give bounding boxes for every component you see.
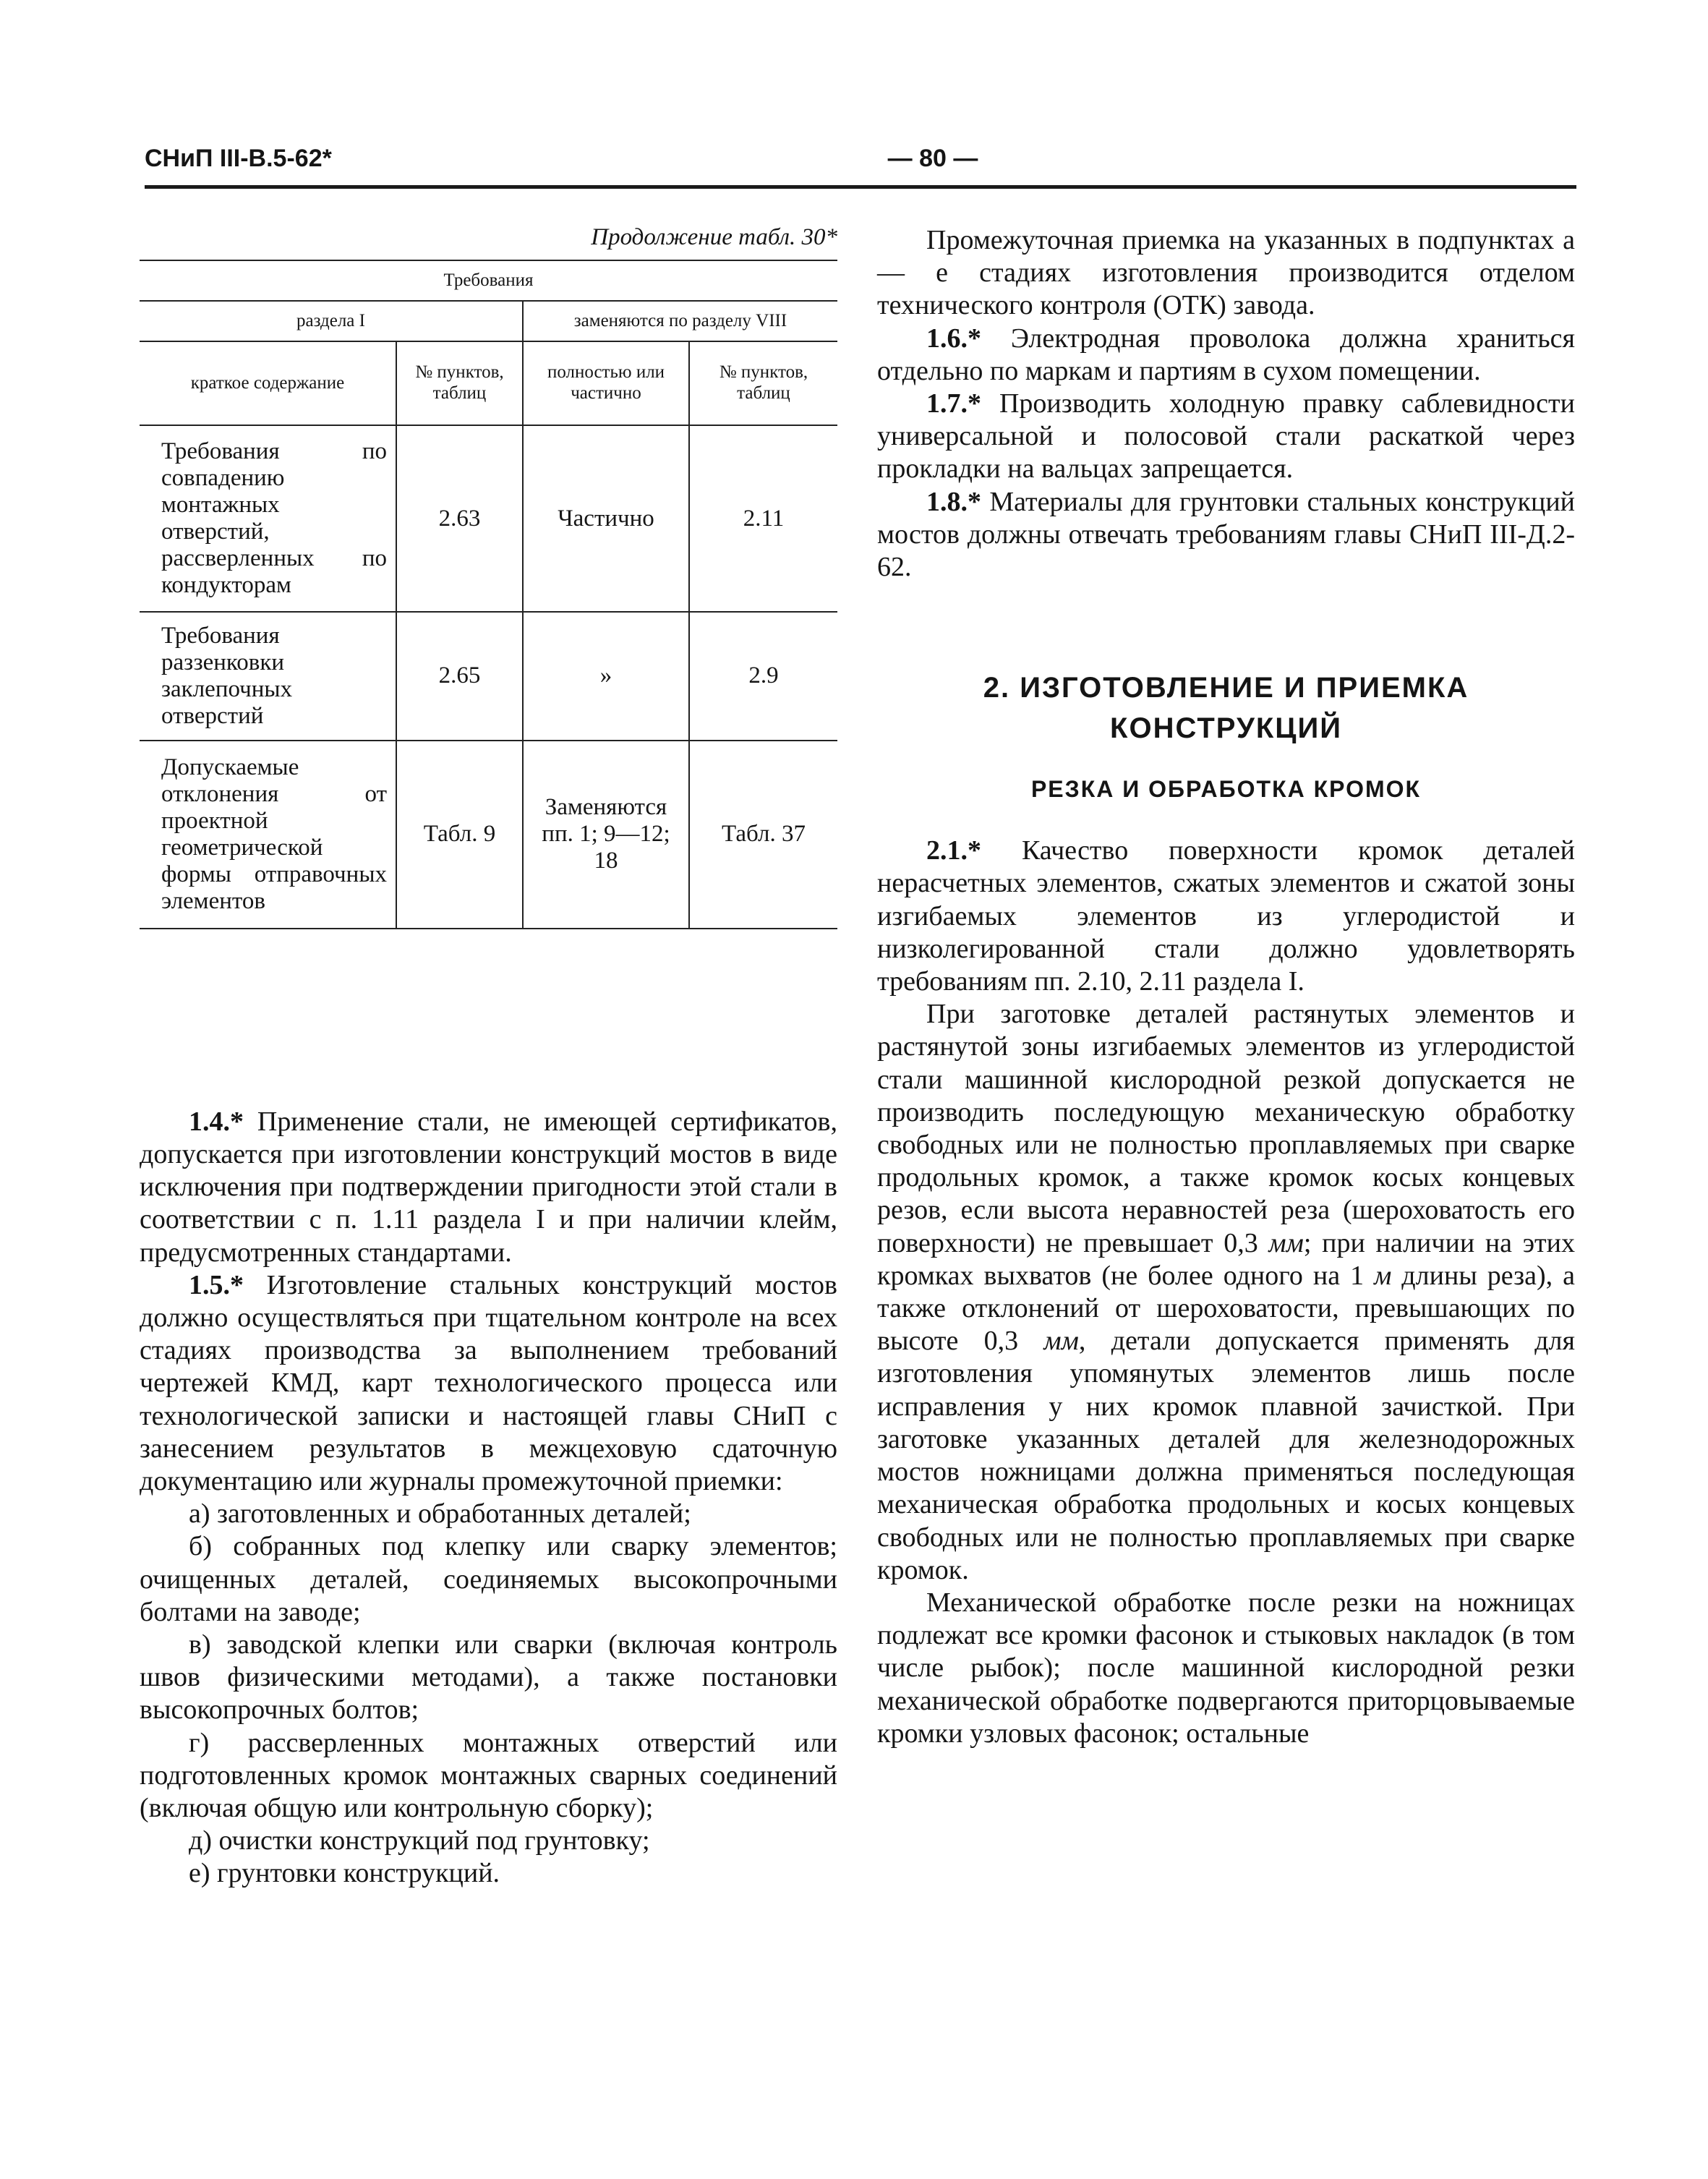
clause-number: 1.6.* [926, 323, 981, 354]
row-extent: » [523, 612, 689, 741]
clause-text: Изготовление стальных конструкций мостов должно осуществляться при тщательном контроле на всех стадиях производства за выполнением требований чертежей КМД, карт технологического процесса или технологической записки и настоящей главы СНиП с занесением результатов в межцеховую сдаточную документацию или журналы промежуточной приемки: [140, 1269, 837, 1497]
section-title: КОНСТРУКЦИЙ [1110, 712, 1342, 745]
page-header [145, 145, 1576, 185]
table-row [140, 741, 837, 929]
row-description: Требования раззенковки заклепочных отверстий [140, 612, 396, 741]
row-new-points: Табл. 37 [689, 741, 837, 929]
clause-text: Производить холодную правку саблевидности универсальной и полосовой стали раскаткой через прокладки на вальцах запрещается. [877, 388, 1575, 485]
list-item: а) заготовленных и обработанных деталей; [189, 1498, 691, 1530]
section-title: 2. ИЗГОТОВЛЕНИЕ И ПРИЕМКА [983, 672, 1469, 704]
paragraph-1-5 [140, 1269, 837, 1498]
row-points: 2.65 [396, 612, 523, 741]
row-new-points: 2.11 [689, 425, 837, 612]
column-gap [140, 929, 837, 1106]
unit-mm: мм [1268, 1227, 1304, 1258]
paragraph-1-4 [140, 1106, 837, 1269]
left-column [140, 224, 837, 1890]
table-head-brief: краткое содержание [140, 341, 396, 425]
column-gap [877, 584, 1575, 668]
paragraph-2-1 [877, 835, 1575, 998]
table-head-section1: раздела I [140, 301, 523, 341]
clause-number: 2.1.* [926, 835, 981, 866]
paragraph-1-7 [877, 388, 1575, 486]
paragraph-text: длины реза), а также отклонений от шероховатости, превышающих по высоте 0,3 [877, 1260, 1575, 1357]
row-points: 2.63 [396, 425, 523, 612]
requirements-table [140, 260, 837, 929]
row-description: Требования по совпадению монтажных отверстий, рассверленных по кондукторам [140, 425, 396, 612]
column-gap [877, 749, 1575, 776]
paragraph-text: ; при наличии на этих кромках выхватов (не более одного на 1 [877, 1227, 1575, 1291]
table-head-points-1: № пунктов, таблиц [396, 341, 523, 425]
paragraph-mechanical-processing: Механической обработке после резки на ножницах подлежат все кромки фасонок и стыковых накладок (в том числе рыбок); после машинной кислородной резки механической обработке подвергаются приторцовываемые кромки узловых фасонок; остальные [877, 1587, 1575, 1749]
row-points: Табл. 9 [396, 741, 523, 929]
row-extent: Заменяются пп. 1; 9—12; 18 [523, 741, 689, 929]
subsection-title: РЕЗКА И ОБРАБОТКА КРОМОК [1030, 776, 1422, 803]
row-new-points: 2.9 [689, 612, 837, 741]
clause-text: Применение стали, не имеющей сертификатов, допускается при изготовлении конструкций мостов в виде исключения при подтверждении пригодности этой стали в соответствии с п. 1.11 раздела I и при наличии клейм, предусмотренных стандартами. [140, 1106, 837, 1268]
table-head-extent: полностью или частично [523, 341, 689, 425]
row-extent: Частично [523, 425, 689, 612]
paragraph-blank-preparation [877, 998, 1575, 1587]
list-item: д) очистки конструкций под грунтовку; [189, 1825, 650, 1856]
paragraph-1-8 [877, 486, 1575, 584]
clause-text: Материалы для грунтовки стальных конструкций мостов должны отвечать требованиям главы СНиП III-Д.2-62. [877, 486, 1575, 583]
document-code: СНиП III-В.5-62* [145, 145, 332, 172]
clause-number: 1.4.* [189, 1106, 244, 1137]
row-description: Допускаемые отклонения от проектной геометрической формы отправочных элементов [140, 741, 396, 929]
unit-mm: мм [1043, 1326, 1079, 1357]
table-row [140, 612, 837, 741]
header-rule [145, 185, 1576, 189]
table-head-points-2: № пунктов, таблиц [689, 341, 837, 425]
list-item: е) грунтовки конструкций. [189, 1858, 500, 1889]
clause-number: 1.7.* [926, 388, 981, 419]
right-column [877, 224, 1575, 1750]
paragraph-1-6 [877, 323, 1575, 388]
column-gap [877, 803, 1575, 835]
unit-m: м [1374, 1260, 1392, 1291]
table-head-requirements: Требования [140, 260, 837, 301]
table-head-replaced-by: заменяются по разделу VIII [523, 301, 837, 341]
clause-number: 1.5.* [189, 1269, 244, 1300]
paragraph-text: , детали допускается применять для изготовления упомянутых элементов лишь после исправления у них кромок плавной зачисткой. При заготовке указанных деталей для железнодорожных мостов ножницами должна применяться последующая механическая обработка продольных и косых концевых свободных или не полностью проплавляемых при сварке кромок. [877, 1326, 1576, 1585]
list-item: в) заводской клепки или сварки (включая контроль швов физическими методами), а также постановки высокопрочных болтов; [140, 1629, 837, 1726]
clause-text: Качество поверхности кромок деталей нерасчетных элементов, сжатых элементов и сжатой зоны изгибаемых элементов из углеродистой и низколегированной стали должно удовлетворять требованиям пп. 2.10, 2.11 раздела I. [877, 835, 1575, 997]
list-item: б) собранных под клепку или сварку элементов; очищенных деталей, соединяемых высокопрочными болтами на заводе; [140, 1531, 837, 1627]
paragraph-text: При заготовке деталей растянутых элементов и растянутой зоны изгибаемых элементов из углеродистой стали машинной кислородной резкой допускается не производить последующую механическую обработку свободных или не полностью проплавляемых при сварке продольных кромок, а также кромок косых концевых резов, если высота неравностей реза (шероховатость его поверхности) не превышает 0,3 [877, 999, 1575, 1258]
clause-text: Электродная проволока должна храниться отдельно по маркам и партиям в сухом помещении. [877, 323, 1575, 386]
page-number: — 80 — [887, 145, 978, 172]
table-row [140, 425, 837, 612]
clause-number: 1.8.* [926, 486, 981, 517]
paragraph-intermediate-acceptance: Промежуточная приемка на указанных в подпунктах а — е стадиях изготовления производится отделом технического контроля (ОТК) завода. [877, 225, 1575, 321]
list-item: г) рассверленных монтажных отверстий или подготовленных кромок монтажных сварных соединений (включая общую или контрольную сборку); [140, 1727, 837, 1824]
table-caption: Продолжение табл. 30* [591, 224, 837, 250]
